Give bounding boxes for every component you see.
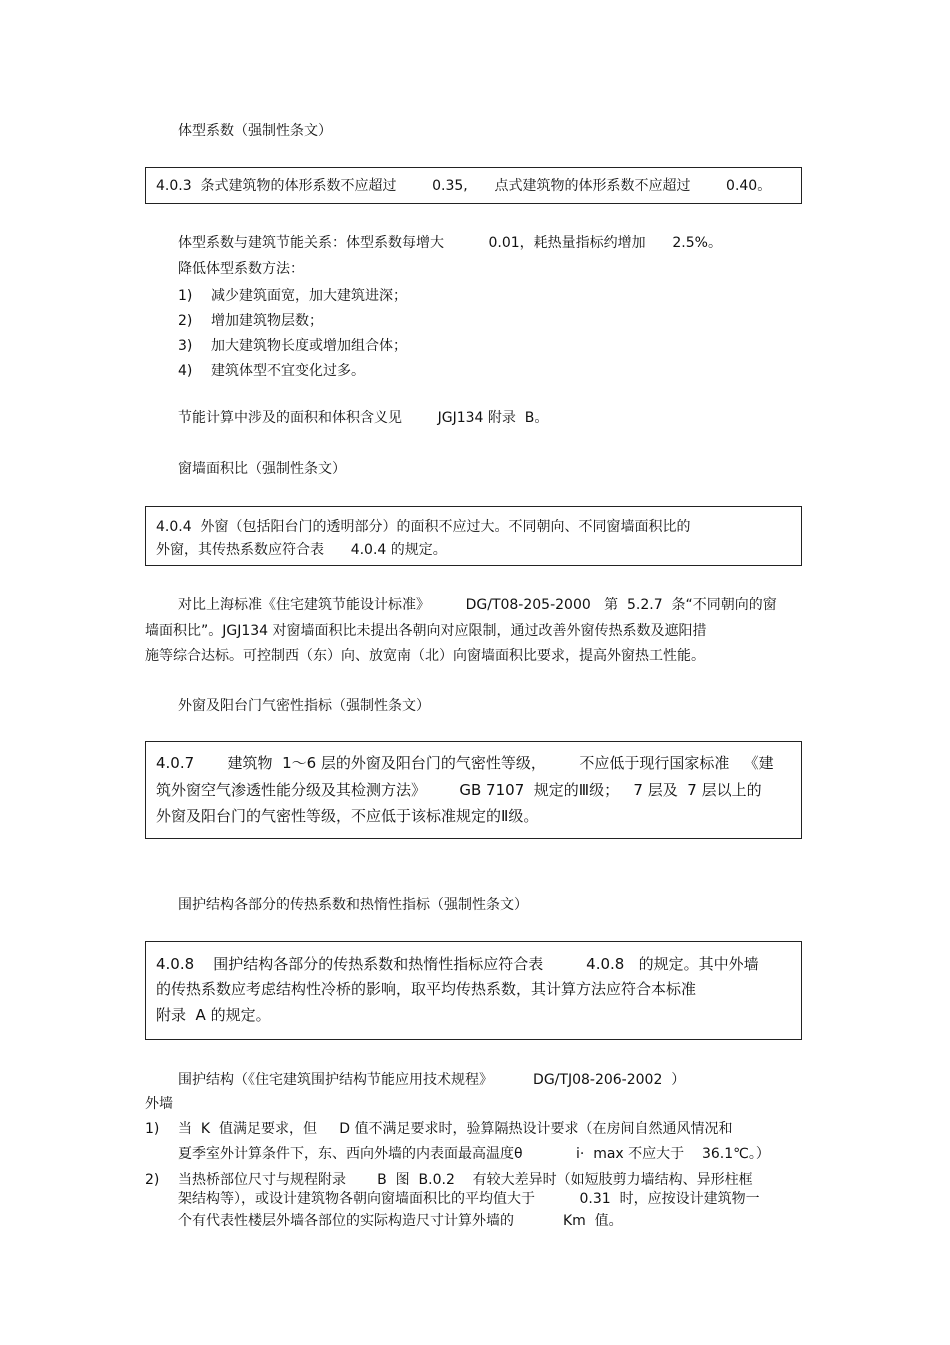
clause-text: 4.0.4 外窗（包括阳台门的透明部分）的面积不应过大。不同朝向、不同窗墙面积比的: [156, 519, 691, 535]
list-item-number: 4): [178, 363, 193, 379]
list-item: 当 K 值满足要求，但 D 值不满足要求时，验算隔热设计要求（在房间自然通风情况和: [178, 1121, 733, 1137]
list-item: 个有代表性楼层外墙各部位的实际构造尺寸计算外墙的 Km 值。: [178, 1213, 623, 1229]
section-heading-envelope: 围护结构（《住宅建筑围护结构节能应用技术规程》 DG/TJ08-206-2002 ）: [178, 1072, 686, 1088]
paragraph: 墙面积比”。JGJ134 对窗墙面积比未提出各朝向对应限制，通过改善外窗传热系数及遮阳措: [145, 623, 707, 639]
paragraph: 对比上海标准《住宅建筑节能设计标准》 DG/T08-205-2000 第 5.2.7 条“不同朝向的窗: [178, 597, 777, 613]
list-item: 加大建筑物长度或增加组合体；: [211, 338, 407, 354]
sub-heading-exterior-wall: 外墙: [145, 1096, 173, 1112]
paragraph: 节能计算中涉及的面积和体积含义见 JGJ134 附录 B。: [178, 410, 549, 426]
list-item-number: 1): [178, 288, 193, 304]
clause-box-4-0-3: [145, 167, 802, 204]
section-heading-window-wall-ratio: 窗墙面积比（强制性条文）: [178, 461, 346, 477]
clause-text: 外窗，其传热系数应符合表 4.0.4 的规定。: [156, 542, 447, 558]
clause-text: 4.0.3 条式建筑物的体形系数不应超过 0.35, 点式建筑物的体形系数不应超过 0.40。: [156, 178, 772, 194]
section-heading-heat-transfer: 围护结构各部分的传热系数和热惰性指标（强制性条文）: [178, 897, 528, 913]
list-item: 架结构等），或设计建筑物各朝向窗墙面积比的平均值大于 0.31 时，应按设计建筑物一: [178, 1191, 760, 1207]
list-item: 当热桥部位尺寸与规程附录 B 图 B.0.2 有较大差异时（如短肢剪力墙结构、异形柱框: [178, 1172, 753, 1188]
section-heading-shape-coefficient: 体型系数（强制性条文）: [178, 123, 332, 139]
list-item-number: 3): [178, 338, 193, 354]
section-heading-airtightness: 外窗及阳台门气密性指标（强制性条文）: [178, 698, 430, 714]
paragraph: 施等综合达标。可控制西（东）向、放宽南（北）向窗墙面积比要求，提高外窗热工性能。: [145, 648, 705, 664]
clause-text: 4.0.8 围护结构各部分的传热系数和热惰性指标应符合表 4.0.8 的规定。其中外墙: [156, 955, 759, 973]
clause-box-4-0-4: [145, 506, 802, 566]
list-item: 建筑体型不宜变化过多。: [211, 363, 365, 379]
paragraph: 体型系数与建筑节能关系：体型系数每增大 0.01，耗热量指标约增加 2.5%。: [178, 235, 722, 251]
paragraph: 降低体型系数方法：: [178, 261, 304, 277]
list-item: 夏季室外计算条件下，东、西向外墙的内表面最高温度θ i· max 不应大于 36.1℃。）: [178, 1146, 770, 1162]
list-item-number: 2): [178, 313, 193, 329]
clause-text: 4.0.7 建筑物 1～6 层的外窗及阳台门的气密性等级， 不应低于现行国家标准 《建: [156, 754, 774, 772]
clause-text: 的传热系数应考虑结构性冷桥的影响，取平均传热系数，其计算方法应符合本标准: [156, 980, 697, 998]
list-item-number: 1): [145, 1121, 160, 1137]
clause-box-4-0-8: [145, 941, 802, 1040]
clause-text: 附录 A 的规定。: [156, 1006, 271, 1024]
list-item-number: 2): [145, 1172, 160, 1188]
list-item: 增加建筑物层数；: [211, 313, 323, 329]
clause-box-4-0-7: [145, 741, 802, 839]
clause-text: 外窗及阳台门的气密性等级，不应低于该标准规定的Ⅱ级。: [156, 807, 539, 825]
list-item: 减少建筑面宽，加大建筑进深；: [211, 288, 407, 304]
clause-text: 筑外窗空气渗透性能分级及其检测方法》 GB 7107 规定的Ⅲ级； 7 层及 7 层以上的: [156, 781, 762, 799]
